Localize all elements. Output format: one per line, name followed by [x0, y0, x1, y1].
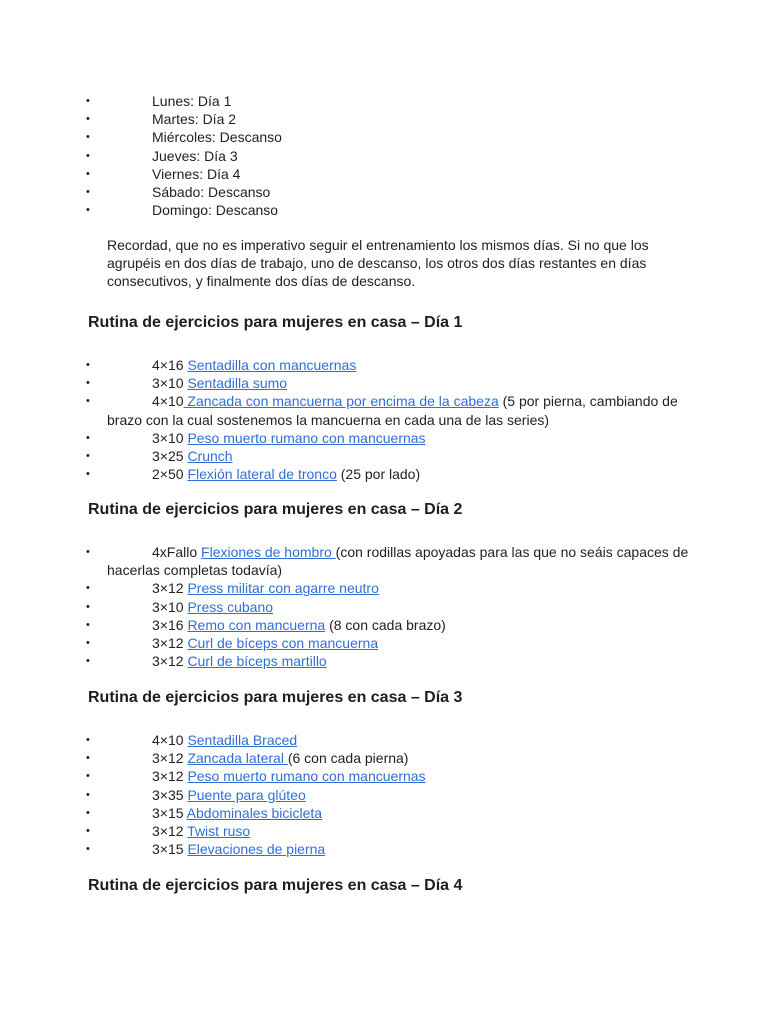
- day-text: Martes: Día 2: [152, 111, 237, 128]
- exercise-reps: 4×10: [152, 732, 188, 748]
- exercise-link[interactable]: Puente para glúteo: [187, 786, 306, 803]
- exercise-item: [0, 652, 768, 670]
- exercise-reps: 4xFallo: [152, 544, 202, 560]
- bullet-icon: •: [86, 734, 90, 746]
- exercise-note: (6 con cada pierna): [287, 750, 409, 767]
- day-text: Domingo: Descanso: [152, 202, 279, 219]
- exercise-list-day-1: [0, 356, 768, 483]
- exercise-link[interactable]: Remo con mancuerna: [187, 616, 326, 633]
- bullet-icon: •: [86, 431, 90, 444]
- bullet-icon: •: [86, 113, 90, 126]
- bullet-icon: •: [86, 131, 90, 144]
- exercise-reps: 3×25: [152, 448, 188, 465]
- bullet-icon: •: [86, 770, 90, 783]
- exercise-link[interactable]: Abdominales bicicleta: [186, 804, 323, 821]
- bullet-icon: •: [86, 600, 90, 613]
- exercise-link[interactable]: Flexiones de hombro: [201, 544, 336, 560]
- bullet-icon: •: [86, 618, 90, 631]
- bullet-icon: •: [86, 167, 90, 180]
- bullet-icon: •: [86, 149, 90, 162]
- day-text: Jueves: Día 3: [152, 147, 238, 164]
- exercise-reps: 3×15: [152, 841, 188, 858]
- exercise-note: (con rodillas apoyadas para las que no seáis capaces de hacerlas completas todavía): [107, 544, 689, 579]
- bullet-icon: •: [86, 468, 90, 481]
- exercise-item: [0, 356, 768, 374]
- bullet-icon: •: [86, 450, 90, 463]
- bullet-icon: •: [86, 186, 90, 199]
- section-heading-day-4: Rutina de ejercicios para mujeres en casa – Día 4: [88, 877, 463, 894]
- exercise-item: [0, 543, 768, 579]
- list-item: [0, 201, 768, 219]
- exercise-item: [0, 634, 768, 652]
- day-text: Lunes: Día 1: [152, 93, 232, 109]
- bullet-icon: •: [86, 377, 90, 390]
- exercise-link[interactable]: Peso muerto rumano con mancuernas: [187, 768, 426, 785]
- bullet-icon: •: [86, 546, 90, 558]
- exercise-reps: 2×50: [152, 466, 188, 483]
- day-text: Miércoles: Descanso: [152, 129, 282, 146]
- exercise-reps: 3×35: [152, 786, 188, 803]
- exercise-item: [0, 579, 768, 597]
- exercise-list-day-2: [0, 543, 768, 670]
- exercise-note: (8 con cada brazo): [325, 616, 446, 633]
- exercise-reps: 3×15: [152, 804, 187, 821]
- bullet-icon: •: [86, 95, 90, 107]
- bullet-icon: •: [86, 655, 90, 668]
- list-item: [0, 110, 768, 128]
- exercise-item: [0, 616, 768, 634]
- exercise-item: [0, 731, 768, 749]
- exercise-item: [0, 749, 768, 767]
- exercise-reps: 3×12: [152, 580, 188, 597]
- exercise-item: [0, 447, 768, 465]
- exercise-item: [0, 786, 768, 804]
- day-text: Viernes: Día 4: [152, 165, 241, 182]
- weekly-schedule-list: [0, 92, 768, 219]
- section-heading-day-1: Rutina de ejercicios para mujeres en casa – Día 1: [88, 314, 463, 331]
- exercise-link[interactable]: Curl de bíceps martillo: [187, 653, 327, 670]
- list-item: [0, 183, 768, 201]
- exercise-link[interactable]: Peso muerto rumano con mancuernas: [187, 429, 426, 446]
- exercise-reps: 4×16: [152, 357, 188, 373]
- exercise-reps: 3×12: [152, 635, 188, 652]
- exercise-reps: 3×10: [152, 375, 188, 392]
- exercise-reps: 3×10: [152, 598, 188, 615]
- exercise-note: (25 por lado): [336, 466, 421, 483]
- exercise-item: [0, 840, 768, 858]
- exercise-reps: 3×12: [152, 768, 188, 785]
- exercise-reps: 3×10: [152, 429, 188, 446]
- list-item: [0, 165, 768, 183]
- bullet-icon: •: [86, 825, 90, 838]
- bullet-icon: •: [86, 637, 90, 650]
- bullet-icon: •: [86, 395, 90, 408]
- exercise-item: [0, 374, 768, 392]
- exercise-link[interactable]: Press cubano: [187, 598, 274, 615]
- exercise-item: [0, 767, 768, 785]
- exercise-link[interactable]: Press militar con agarre neutro: [187, 580, 379, 597]
- exercise-link[interactable]: Sentadilla con mancuernas: [187, 357, 357, 373]
- bullet-icon: •: [86, 752, 90, 765]
- exercise-note: (5 por pierna, cambiando de brazo con la cual sostenemos la mancuerna en cada una de las series): [107, 393, 678, 428]
- bullet-icon: •: [86, 582, 90, 595]
- exercise-link[interactable]: Curl de bíceps con mancuerna: [187, 635, 379, 652]
- bullet-icon: •: [86, 788, 90, 801]
- section-heading-day-2: Rutina de ejercicios para mujeres en casa – Día 2: [88, 501, 463, 518]
- exercise-item: [0, 822, 768, 840]
- list-item: [0, 147, 768, 165]
- day-text: Sábado: Descanso: [152, 184, 271, 201]
- exercise-link[interactable]: Crunch: [187, 448, 233, 465]
- bullet-icon: •: [86, 806, 90, 819]
- exercise-item: [0, 429, 768, 447]
- exercise-link[interactable]: Zancada con mancuerna por encima de la cabeza: [183, 393, 499, 410]
- exercise-reps: 3×16: [152, 616, 188, 633]
- exercise-item: [0, 392, 768, 428]
- list-item: [0, 128, 768, 146]
- bullet-icon: •: [86, 843, 90, 856]
- exercise-link[interactable]: Twist ruso: [187, 823, 251, 840]
- exercise-link[interactable]: Sentadilla Braced: [187, 732, 298, 748]
- exercise-link[interactable]: Elevaciones de pierna: [187, 841, 326, 858]
- exercise-item: [0, 465, 768, 483]
- exercise-link[interactable]: Sentadilla sumo: [187, 375, 288, 392]
- intro-paragraph: Recordad, que no es imperativo seguir el entrenamiento los mismos días. Si no que los agrupéis en dos días de trabajo, uno de descanso, los otros dos días restantes en días consecutivos, y finalmente dos días de descanso.: [107, 237, 649, 290]
- exercise-reps: 3×12: [152, 653, 188, 670]
- section-heading-day-3: Rutina de ejercicios para mujeres en casa – Día 3: [88, 689, 463, 706]
- exercise-item: [0, 598, 768, 616]
- exercise-reps: 3×12: [152, 750, 188, 767]
- exercise-reps: 4×10: [152, 393, 184, 410]
- bullet-icon: •: [86, 359, 90, 371]
- bullet-icon: •: [86, 204, 90, 217]
- list-item: [0, 92, 768, 110]
- exercise-list-day-3: [0, 731, 768, 858]
- exercise-link[interactable]: Flexión lateral de tronco: [187, 466, 337, 483]
- exercise-link[interactable]: Zancada lateral: [187, 750, 288, 767]
- exercise-reps: 3×12: [152, 823, 188, 840]
- exercise-item: [0, 804, 768, 822]
